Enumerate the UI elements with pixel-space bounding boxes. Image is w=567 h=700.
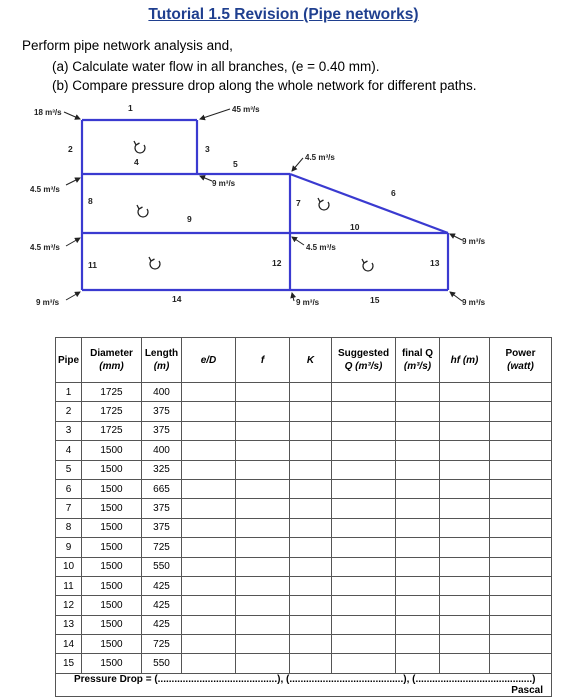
blank-answer-cell[interactable] [332,518,396,537]
blank-answer-cell[interactable] [290,615,332,634]
header-suggested-q: Suggested Q (m³/s) [332,338,396,383]
cell-diameter: 1500 [82,635,142,654]
blank-answer-cell[interactable] [332,654,396,673]
table-row [56,538,552,557]
cell-pipe: 10 [56,557,82,576]
header-hf: hf (m) [440,338,490,383]
cell-diameter: 1500 [82,441,142,460]
blank-answer-cell[interactable] [182,402,236,421]
flow-arrow [450,234,462,240]
flow-arrow [64,112,80,119]
blank-answer-cell[interactable] [290,538,332,557]
blank-answer-cell[interactable] [332,441,396,460]
blank-answer-cell[interactable] [236,421,290,440]
blank-answer-cell[interactable] [332,499,396,518]
flow-label: 9 m³/s [462,298,486,307]
blank-answer-cell[interactable] [396,596,440,615]
blank-answer-cell[interactable] [440,518,490,537]
blank-answer-cell[interactable] [236,596,290,615]
blank-answer-cell[interactable] [182,421,236,440]
blank-answer-cell[interactable] [440,479,490,498]
header-ed: e/D [182,338,236,383]
blank-answer-cell[interactable] [396,576,440,595]
cell-pipe: 15 [56,654,82,673]
blank-answer-cell[interactable] [290,383,332,402]
cell-pipe: 6 [56,479,82,498]
flow-label: 45 m³/s [232,105,260,114]
blank-answer-cell[interactable] [290,635,332,654]
blank-answer-cell[interactable] [490,441,552,460]
blank-answer-cell[interactable] [332,460,396,479]
clockwise-loop-icon [137,205,148,217]
blank-answer-cell[interactable] [490,479,552,498]
pipe-number: 4 [134,157,139,167]
table-row [56,654,552,673]
cell-pipe: 12 [56,596,82,615]
pipe-number: 2 [68,144,73,154]
header-power: Power (watt) [490,338,552,383]
blank-answer-cell[interactable] [236,538,290,557]
blank-answer-cell[interactable] [182,538,236,557]
cell-length: 375 [142,421,182,440]
header-length: Length (m) [142,338,182,383]
table-row [56,460,552,479]
table-row [56,635,552,654]
blank-answer-cell[interactable] [236,460,290,479]
cell-diameter: 1500 [82,615,142,634]
pipe-number: 12 [272,258,282,268]
blank-answer-cell[interactable] [332,421,396,440]
flow-label: 9 m³/s [296,298,320,307]
blank-answer-cell[interactable] [332,479,396,498]
blank-answer-cell[interactable] [290,421,332,440]
blank-answer-cell[interactable] [290,460,332,479]
flow-label: 4.5 m³/s [30,243,60,252]
blank-answer-cell[interactable] [396,518,440,537]
blank-answer-cell[interactable] [440,460,490,479]
blank-answer-cell[interactable] [396,460,440,479]
blank-answer-cell[interactable] [236,557,290,576]
cell-length: 400 [142,441,182,460]
flow-label: 4.5 m³/s [305,153,335,162]
pipe-number: 9 [187,214,192,224]
intro-text: Perform pipe network analysis and, [22,38,233,53]
cell-pipe: 3 [56,421,82,440]
clockwise-loop-icon [134,141,145,153]
blank-answer-cell[interactable] [290,557,332,576]
cell-pipe: 2 [56,402,82,421]
part-b-text: (b) Compare pressure drop along the whole network for different paths. [52,78,477,93]
cell-length: 425 [142,596,182,615]
header-k: K [290,338,332,383]
cell-diameter: 1725 [82,383,142,402]
pipe-number: 8 [88,196,93,206]
table-header-row [56,338,552,383]
blank-answer-cell[interactable] [396,635,440,654]
blank-answer-cell[interactable] [332,383,396,402]
blank-answer-cell[interactable] [440,635,490,654]
flow-arrow [200,109,230,119]
blank-answer-cell[interactable] [332,596,396,615]
blank-answer-cell[interactable] [490,538,552,557]
cell-diameter: 1500 [82,518,142,537]
blank-answer-cell[interactable] [440,538,490,557]
blank-answer-cell[interactable] [396,654,440,673]
cell-diameter: 1500 [82,499,142,518]
blank-answer-cell[interactable] [440,499,490,518]
blank-answer-cell[interactable] [182,441,236,460]
blank-answer-cell[interactable] [290,518,332,537]
cell-diameter: 1500 [82,576,142,595]
cell-length: 375 [142,402,182,421]
blank-answer-cell[interactable] [490,635,552,654]
flow-arrow [66,292,80,300]
cell-pipe: 8 [56,518,82,537]
clockwise-loop-icon [318,198,329,210]
blank-answer-cell[interactable] [440,615,490,634]
cell-pipe: 9 [56,538,82,557]
cell-diameter: 1725 [82,421,142,440]
pipe-number: 1 [128,103,133,113]
blank-answer-cell[interactable] [236,654,290,673]
blank-answer-cell[interactable] [236,615,290,634]
blank-answer-cell[interactable] [182,479,236,498]
blank-answer-cell[interactable] [182,383,236,402]
cell-length: 665 [142,479,182,498]
blank-answer-cell[interactable] [236,518,290,537]
blank-answer-cell[interactable] [490,615,552,634]
header-final-q: final Q (m³/s) [396,338,440,383]
flow-label: 9 m³/s [212,179,236,188]
header-f: f [236,338,290,383]
blank-answer-cell[interactable] [396,383,440,402]
blank-answer-cell[interactable] [440,421,490,440]
table-row [56,615,552,634]
pipe-number: 3 [205,144,210,154]
blank-answer-cell[interactable] [396,479,440,498]
pipe-number: 11 [88,260,97,270]
blank-answer-cell[interactable] [440,402,490,421]
flow-arrow [450,292,462,301]
cell-pipe: 1 [56,383,82,402]
flow-label: 4.5 m³/s [306,243,336,252]
flow-label: 4.5 m³/s [30,185,60,194]
cell-pipe: 14 [56,635,82,654]
cell-length: 725 [142,635,182,654]
cell-length: 550 [142,557,182,576]
cell-pipe: 7 [56,499,82,518]
blank-answer-cell[interactable] [396,557,440,576]
cell-diameter: 1500 [82,557,142,576]
cell-diameter: 1500 [82,460,142,479]
blank-answer-cell[interactable] [396,615,440,634]
cell-pipe: 13 [56,615,82,634]
blank-answer-cell[interactable] [440,654,490,673]
cell-pipe: 11 [56,576,82,595]
blank-answer-cell[interactable] [490,383,552,402]
blank-answer-cell[interactable] [332,635,396,654]
blank-answer-cell[interactable] [182,460,236,479]
cell-pipe: 4 [56,441,82,460]
pipe-number: 5 [233,159,238,169]
pipe-number: 14 [172,294,182,304]
cell-length: 725 [142,538,182,557]
blank-answer-cell[interactable] [236,441,290,460]
flow-arrow [66,178,80,185]
pressure-drop-blanks: (...........................................), (.........................................), (..........................................) [154,673,536,685]
table-row [56,596,552,615]
pressure-drop-cell [56,673,552,696]
flow-label: 9 m³/s [462,237,486,246]
pipe-number: 15 [370,295,380,305]
blank-answer-cell[interactable] [236,499,290,518]
cell-pipe: 5 [56,460,82,479]
pipe-number: 13 [430,258,440,268]
blank-answer-cell[interactable] [182,596,236,615]
blank-answer-cell[interactable] [440,596,490,615]
pipe-data-table [55,337,552,697]
blank-answer-cell[interactable] [396,421,440,440]
table-row [56,421,552,440]
pressure-drop-unit: Pascal [511,684,543,696]
table-row [56,441,552,460]
cell-length: 400 [142,383,182,402]
pressure-drop-row [56,673,552,696]
blank-answer-cell[interactable] [490,557,552,576]
table-row [56,479,552,498]
part-a-text: (a) Calculate water flow in all branches, (e = 0.40 mm). [52,59,380,74]
flow-arrow [66,238,80,246]
blank-answer-cell[interactable] [182,654,236,673]
table-row [56,518,552,537]
cell-length: 425 [142,576,182,595]
blank-answer-cell[interactable] [490,654,552,673]
cell-diameter: 1500 [82,479,142,498]
flow-label: 18 m³/s [34,108,62,117]
blank-answer-cell[interactable] [290,654,332,673]
table-row [56,499,552,518]
blank-answer-cell[interactable] [490,421,552,440]
flow-label: 9 m³/s [36,298,60,307]
blank-answer-cell[interactable] [440,383,490,402]
cell-length: 425 [142,615,182,634]
blank-answer-cell[interactable] [490,460,552,479]
blank-answer-cell[interactable] [440,557,490,576]
blank-answer-cell[interactable] [490,596,552,615]
pipe-number: 6 [391,188,396,198]
blank-answer-cell[interactable] [290,576,332,595]
blank-answer-cell[interactable] [182,518,236,537]
cell-diameter: 1500 [82,654,142,673]
flow-arrow [292,237,304,245]
cell-diameter: 1725 [82,402,142,421]
cell-diameter: 1500 [82,596,142,615]
header-pipe: Pipe [56,338,82,383]
blank-answer-cell[interactable] [440,576,490,595]
blank-answer-cell[interactable] [236,635,290,654]
blank-answer-cell[interactable] [290,499,332,518]
blank-answer-cell[interactable] [182,499,236,518]
clockwise-loop-icon [362,259,373,271]
pressure-drop-label: Pressure Drop = [74,673,155,685]
flow-arrow [292,158,303,171]
table-row [56,402,552,421]
page-title: Tutorial 1.5 Revision (Pipe networks) [148,6,419,23]
blank-answer-cell[interactable] [290,402,332,421]
clockwise-loop-icon [149,257,160,269]
table-row [56,557,552,576]
blank-answer-cell[interactable] [332,615,396,634]
blank-answer-cell[interactable] [236,383,290,402]
cell-diameter: 1500 [82,538,142,557]
cell-length: 550 [142,654,182,673]
blank-answer-cell[interactable] [182,557,236,576]
flow-arrow [200,176,212,181]
blank-answer-cell[interactable] [490,576,552,595]
table-row [56,576,552,595]
pipe-number: 10 [350,222,360,232]
blank-answer-cell[interactable] [396,499,440,518]
blank-answer-cell[interactable] [182,635,236,654]
blank-answer-cell[interactable] [236,402,290,421]
blank-answer-cell[interactable] [490,499,552,518]
blank-answer-cell[interactable] [332,576,396,595]
blank-answer-cell[interactable] [182,615,236,634]
pipe-number: 7 [296,198,301,208]
pipe-6 [290,174,448,233]
blank-answer-cell[interactable] [396,402,440,421]
blank-answer-cell[interactable] [396,538,440,557]
cell-length: 375 [142,499,182,518]
blank-answer-cell[interactable] [236,576,290,595]
cell-length: 325 [142,460,182,479]
cell-length: 375 [142,518,182,537]
blank-answer-cell[interactable] [332,557,396,576]
blank-answer-cell[interactable] [332,402,396,421]
blank-answer-cell[interactable] [290,441,332,460]
blank-answer-cell[interactable] [182,576,236,595]
blank-answer-cell[interactable] [396,441,440,460]
blank-answer-cell[interactable] [490,402,552,421]
blank-answer-cell[interactable] [236,479,290,498]
blank-answer-cell[interactable] [490,518,552,537]
blank-answer-cell[interactable] [290,596,332,615]
blank-answer-cell[interactable] [440,441,490,460]
table-row [56,383,552,402]
blank-answer-cell[interactable] [290,479,332,498]
header-diameter: Diameter (mm) [82,338,142,383]
blank-answer-cell[interactable] [332,538,396,557]
flow-arrow [292,293,294,301]
